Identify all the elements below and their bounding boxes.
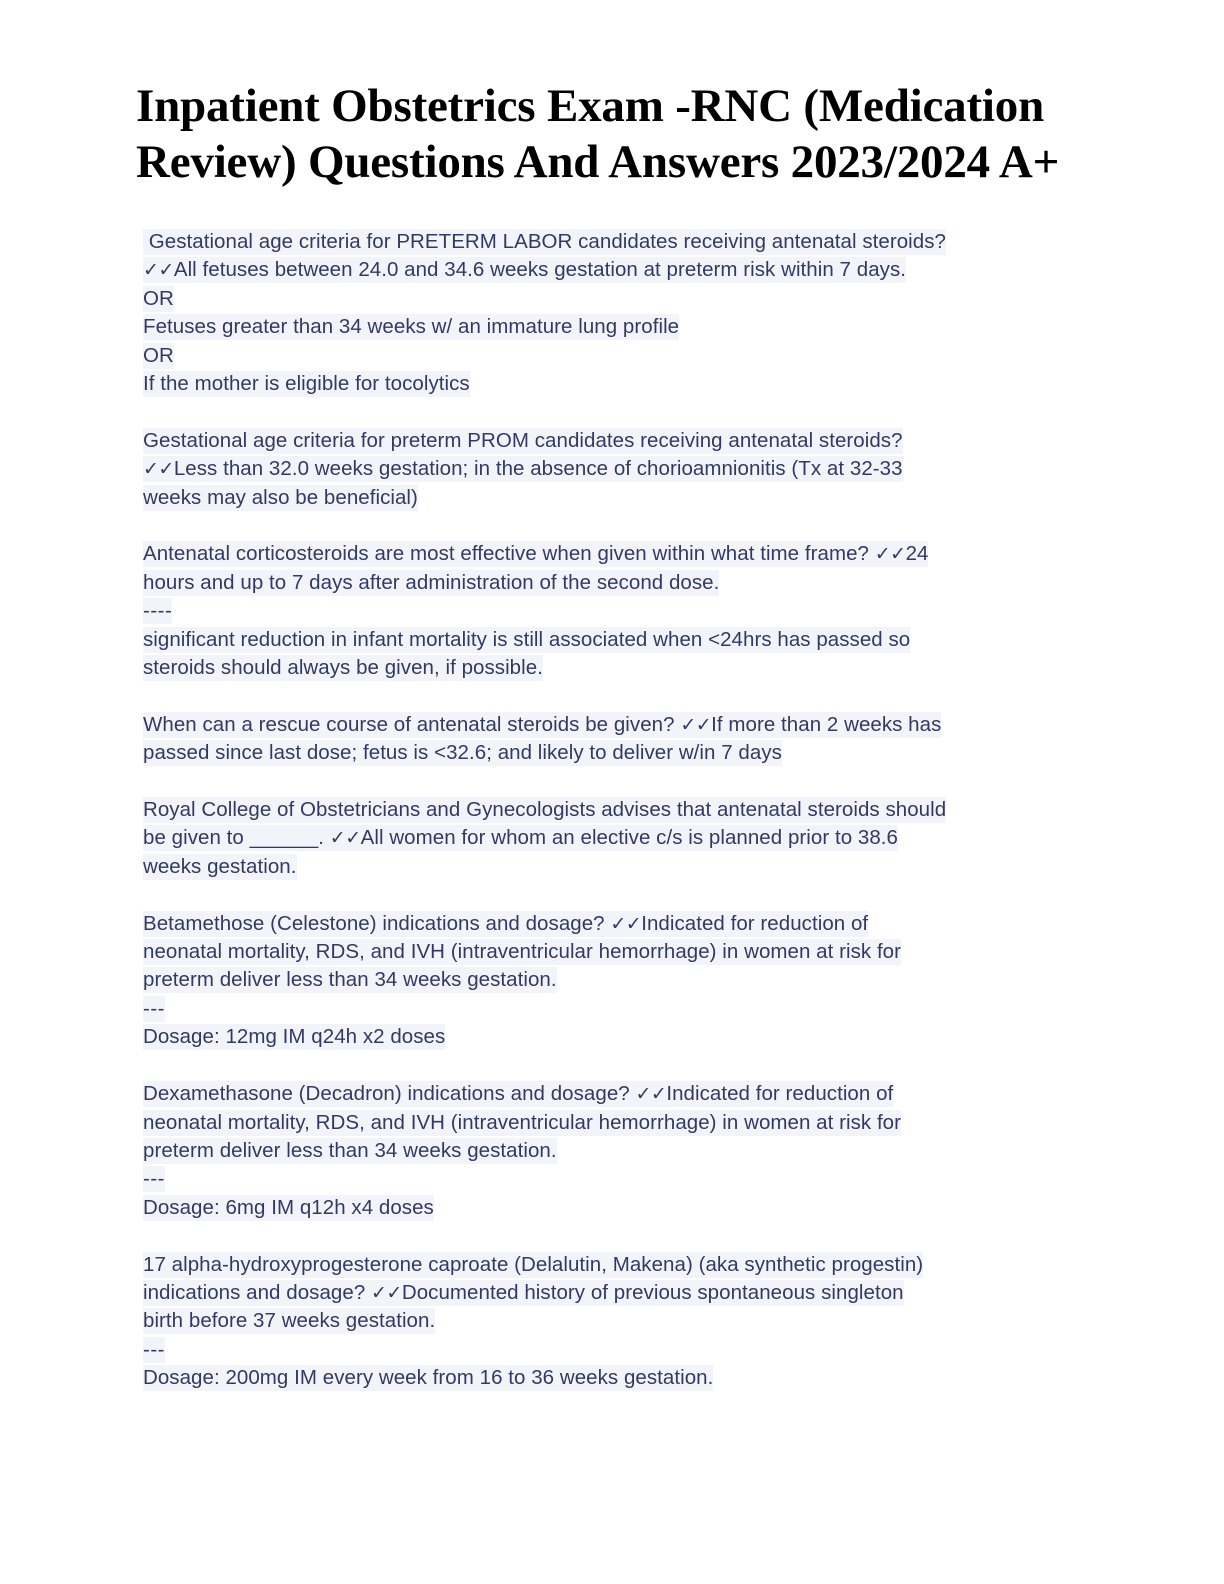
highlight-span: ✓✓Less than 32.0 weeks gestation; in the absence of chorioamnionitis (Tx at 32-33 bbox=[143, 457, 903, 481]
highlight-span: ---- bbox=[143, 599, 173, 623]
text-line bbox=[143, 256, 1089, 284]
text-line bbox=[143, 910, 1089, 938]
check-mark-icon: ✓✓ bbox=[874, 543, 906, 566]
text-line bbox=[143, 540, 1089, 568]
qa-block bbox=[143, 1251, 1089, 1393]
check-mark-icon: ✓✓ bbox=[635, 1083, 667, 1106]
highlight-span: birth before 37 weeks gestation. bbox=[143, 1309, 436, 1333]
check-mark-icon: ✓✓ bbox=[610, 912, 642, 935]
text-line bbox=[143, 995, 1089, 1023]
check-mark-icon: ✓✓ bbox=[371, 1281, 402, 1304]
highlight-span: Antenatal corticosteroids are most effective when given within what time frame? ✓✓24 bbox=[143, 542, 929, 566]
highlight-span: --- bbox=[143, 1167, 165, 1191]
text-line bbox=[143, 1023, 1089, 1051]
text-line bbox=[143, 966, 1089, 994]
highlight-span: hours and up to 7 days after administration of the second dose. bbox=[143, 570, 720, 594]
highlight-span: OR bbox=[143, 343, 174, 367]
highlight-span: OR bbox=[143, 286, 174, 310]
check-mark-icon: ✓✓ bbox=[143, 458, 174, 481]
highlight-span: Fetuses greater than 34 weeks w/ an immature lung profile bbox=[143, 315, 680, 339]
highlight-span: neonatal mortality, RDS, and IVH (intraventricular hemorrhage) in women at risk for bbox=[143, 940, 902, 964]
highlight-span: ✓✓All fetuses between 24.0 and 34.6 weeks gestation at preterm risk within 7 days. bbox=[143, 258, 906, 282]
highlight-span: neonatal mortality, RDS, and IVH (intraventricular hemorrhage) in women at risk for bbox=[143, 1110, 902, 1134]
text-line bbox=[143, 228, 1089, 256]
text-line bbox=[143, 285, 1089, 313]
text-line bbox=[143, 1109, 1089, 1137]
text-line bbox=[143, 342, 1089, 370]
highlight-span: If the mother is eligible for tocolytics bbox=[143, 372, 470, 396]
highlight-span: Gestational age criteria for preterm PROM candidates receiving antenatal steroids? bbox=[143, 428, 903, 452]
qa-block bbox=[143, 540, 1089, 682]
text-line bbox=[143, 626, 1089, 654]
check-mark-icon: ✓✓ bbox=[329, 827, 361, 850]
text-line bbox=[143, 853, 1089, 881]
text-line bbox=[143, 1279, 1089, 1307]
qa-block bbox=[143, 1080, 1089, 1222]
highlight-span: Gestational age criteria for PRETERM LABOR candidates receiving antenatal steroids? bbox=[143, 230, 946, 253]
text-line bbox=[143, 1165, 1089, 1193]
text-line bbox=[143, 796, 1089, 824]
qa-block bbox=[143, 427, 1089, 512]
text-line bbox=[143, 1080, 1089, 1108]
text-line bbox=[143, 370, 1089, 398]
qa-block bbox=[143, 910, 1089, 1052]
highlight-span: preterm deliver less than 34 weeks gestation. bbox=[143, 1138, 557, 1162]
highlight-span: Dosage: 200mg IM every week from 16 to 36 weeks gestation. bbox=[143, 1366, 714, 1390]
text-line bbox=[143, 739, 1089, 767]
highlight-span: Betamethose (Celestone) indications and dosage? ✓✓Indicated for reduction of bbox=[143, 911, 869, 935]
highlight-span: preterm deliver less than 34 weeks gestation. bbox=[143, 968, 557, 992]
highlight-span: --- bbox=[143, 996, 165, 1020]
text-line bbox=[143, 938, 1089, 966]
highlight-span: Dosage: 12mg IM q24h x2 doses bbox=[143, 1025, 446, 1049]
text-line bbox=[143, 824, 1089, 852]
highlight-span: significant reduction in infant mortality is still associated when <24hrs has passed so bbox=[143, 627, 911, 651]
highlight-span: be given to ______. ✓✓All women for whom an elective c/s is planned prior to 38.6 bbox=[143, 826, 898, 850]
text-line bbox=[143, 597, 1089, 625]
highlight-span: steroids should always be given, if possible. bbox=[143, 656, 543, 680]
text-line bbox=[143, 1336, 1089, 1364]
text-line bbox=[143, 1137, 1089, 1165]
qa-block bbox=[143, 796, 1089, 881]
page-title: Inpatient Obstetrics Exam -RNC (Medication Review) Questions And Answers 2023/2024 A+ bbox=[136, 80, 1060, 188]
highlight-span: When can a rescue course of antenatal steroids be given? ✓✓If more than 2 weeks has bbox=[143, 712, 942, 736]
check-mark-icon: ✓✓ bbox=[143, 259, 174, 282]
highlight-span: weeks may also be beneficial) bbox=[143, 485, 418, 509]
text-line bbox=[143, 1194, 1089, 1222]
check-mark-icon: ✓✓ bbox=[680, 713, 712, 736]
highlight-span: --- bbox=[143, 1337, 165, 1361]
document-body bbox=[143, 228, 1089, 1393]
highlight-span: Dosage: 6mg IM q12h x4 doses bbox=[143, 1195, 434, 1219]
text-line bbox=[143, 427, 1089, 455]
qa-block bbox=[143, 711, 1089, 768]
text-line bbox=[143, 654, 1089, 682]
text-line bbox=[143, 711, 1089, 739]
text-line bbox=[143, 455, 1089, 483]
text-line bbox=[143, 1251, 1089, 1279]
text-line bbox=[143, 484, 1089, 512]
text-line bbox=[143, 313, 1089, 341]
text-line bbox=[143, 1364, 1089, 1392]
highlight-span: Royal College of Obstetricians and Gynecologists advises that antenatal steroids should bbox=[143, 798, 947, 822]
highlight-span: Dexamethasone (Decadron) indications and dosage? ✓✓Indicated for reduction of bbox=[143, 1082, 894, 1106]
text-line bbox=[143, 569, 1089, 597]
text-line bbox=[143, 1307, 1089, 1335]
highlight-span: indications and dosage? ✓✓Documented history of previous spontaneous singleton bbox=[143, 1280, 904, 1304]
highlight-span: weeks gestation. bbox=[143, 854, 297, 878]
highlight-span: 17 alpha-hydroxyprogesterone caproate (Delalutin, Makena) (aka synthetic progestin) bbox=[143, 1252, 924, 1276]
qa-block bbox=[143, 228, 1089, 398]
highlight-span: passed since last dose; fetus is <32.6; and likely to deliver w/in 7 days bbox=[143, 741, 782, 765]
